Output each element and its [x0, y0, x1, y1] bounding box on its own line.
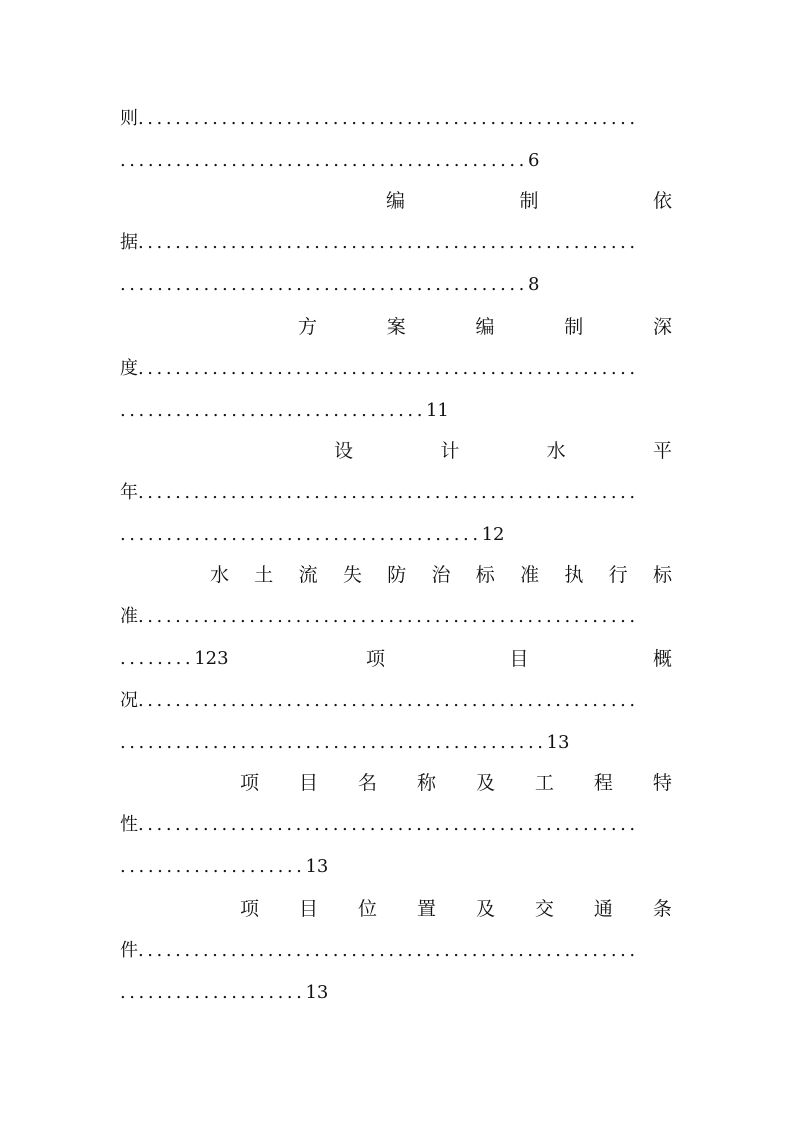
leader-dots: ................................. [120, 400, 426, 421]
toc-heading [240, 896, 672, 922]
toc-line [120, 938, 680, 964]
heading-char: 交 [534, 898, 554, 920]
toc-line [120, 356, 680, 382]
toc-line [120, 646, 330, 672]
toc-line [120, 730, 680, 756]
heading-char: 依 [652, 190, 672, 212]
toc-line [120, 398, 680, 424]
leader-dots: ...................................................... [138, 358, 639, 379]
heading-char: 流 [298, 564, 318, 586]
heading-char: 标 [652, 564, 672, 586]
toc-char: 件 [120, 940, 138, 961]
heading-char: 水 [546, 440, 566, 462]
heading-char: 程 [593, 772, 613, 794]
heading-char: 深 [652, 316, 672, 338]
toc-char: 则 [120, 108, 138, 129]
heading-char: 目 [298, 898, 318, 920]
heading-char: 计 [440, 440, 460, 462]
page-number: 12 [481, 524, 505, 545]
leader-dots: ...................................................... [138, 814, 639, 835]
heading-char: 制 [564, 316, 584, 338]
heading-char: 准 [520, 564, 540, 586]
heading-char: 行 [608, 564, 628, 586]
heading-char: 编 [475, 316, 495, 338]
heading-char: 置 [416, 898, 436, 920]
toc-heading [210, 562, 672, 588]
toc-line [120, 980, 680, 1006]
toc-line [120, 106, 680, 132]
toc-char: 据 [120, 232, 138, 253]
page-number: 6 [527, 150, 540, 171]
heading-char: 执 [564, 564, 584, 586]
heading-char: 条 [652, 898, 672, 920]
heading-char: 案 [386, 316, 406, 338]
heading-char: 概 [652, 648, 672, 670]
heading-char: 方 [298, 316, 318, 338]
toc-char: 况 [120, 690, 138, 711]
heading-char: 目 [509, 648, 529, 670]
heading-char: 防 [387, 564, 407, 586]
leader-dots: .............................................. [120, 732, 547, 753]
leader-dots: ...................................................... [138, 606, 639, 627]
leader-dots: ....................................... [120, 524, 482, 545]
heading-char: 设 [334, 440, 354, 462]
toc-line [120, 604, 680, 630]
toc-heading [240, 770, 672, 796]
toc-char: 准 [120, 606, 138, 627]
leader-dots: ........ [120, 648, 195, 669]
heading-char: 通 [593, 898, 613, 920]
toc-heading [298, 314, 672, 340]
toc-line [120, 854, 680, 880]
heading-char: 治 [431, 564, 451, 586]
page-number: 123 [194, 648, 229, 669]
heading-char: 平 [652, 440, 672, 462]
heading-char: 称 [416, 772, 436, 794]
leader-dots: ...................................................... [138, 108, 639, 129]
toc-line [120, 272, 680, 298]
leader-dots: ...................................................... [138, 690, 639, 711]
toc-char: 度 [120, 358, 138, 379]
leader-dots: ............................................ [120, 274, 528, 295]
heading-char: 工 [534, 772, 554, 794]
page-number: 8 [527, 274, 540, 295]
toc-line [120, 688, 680, 714]
page-number: 13 [305, 856, 329, 877]
heading-char: 标 [475, 564, 495, 586]
heading-char: 位 [357, 898, 377, 920]
heading-char: 及 [475, 898, 495, 920]
heading-char: 制 [519, 190, 539, 212]
toc-heading [386, 188, 672, 214]
page-number: 13 [305, 982, 329, 1003]
toc-char: 年 [120, 482, 138, 503]
heading-char: 目 [298, 772, 318, 794]
heading-char: 名 [357, 772, 377, 794]
toc-char: 性 [120, 814, 138, 835]
heading-char: 水 [210, 564, 230, 586]
heading-char: 特 [652, 772, 672, 794]
leader-dots: ...................................................... [138, 482, 639, 503]
heading-char: 项 [240, 898, 260, 920]
page-number: 11 [425, 400, 449, 421]
heading-char: 项 [366, 648, 386, 670]
page-number: 13 [546, 732, 570, 753]
toc-line [120, 230, 680, 256]
heading-char: 编 [386, 190, 406, 212]
toc-line [120, 148, 680, 174]
toc-heading [366, 646, 672, 672]
toc-heading [334, 438, 672, 464]
toc-line [120, 812, 680, 838]
leader-dots: .................... [120, 856, 306, 877]
heading-char: 项 [240, 772, 260, 794]
leader-dots: ...................................................... [138, 232, 639, 253]
heading-char: 土 [254, 564, 274, 586]
toc-line [120, 522, 680, 548]
toc-line [120, 480, 680, 506]
leader-dots: ...................................................... [138, 940, 639, 961]
heading-char: 及 [475, 772, 495, 794]
leader-dots: ............................................ [120, 150, 528, 171]
leader-dots: .................... [120, 982, 306, 1003]
heading-char: 失 [342, 564, 362, 586]
